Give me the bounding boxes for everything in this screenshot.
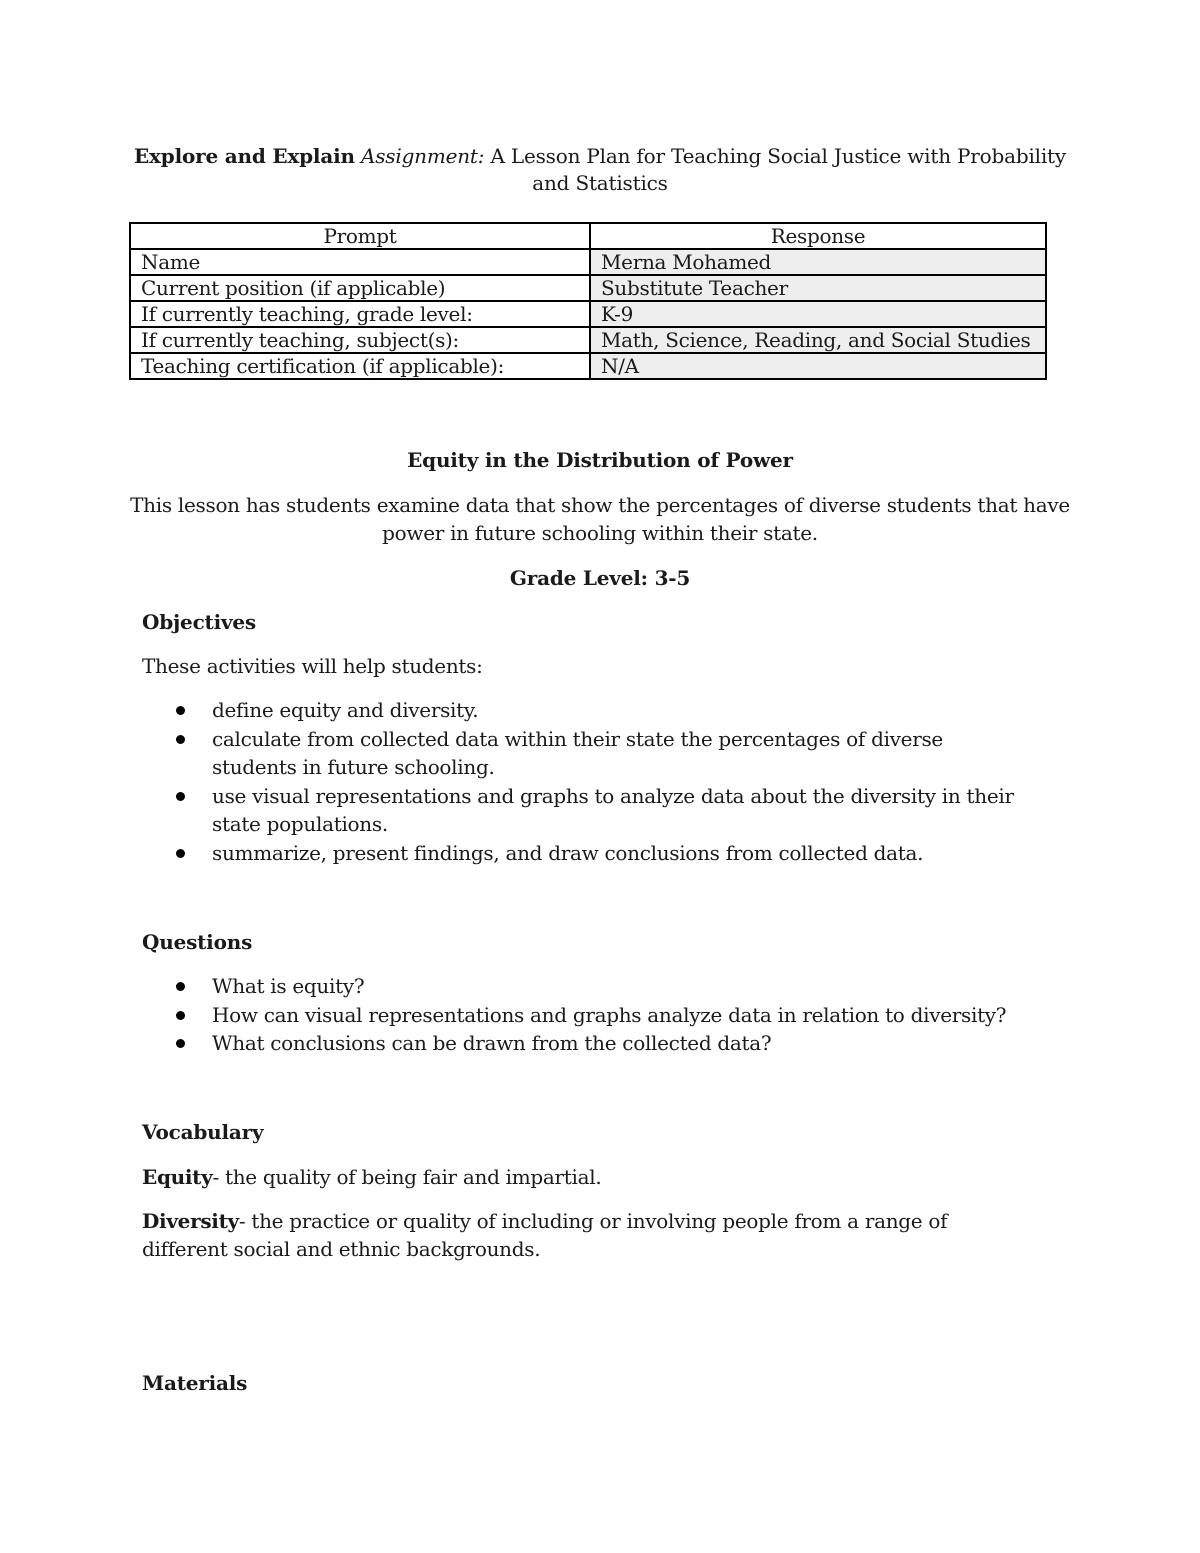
response-cell: Substitute Teacher (590, 275, 1046, 301)
prompt-cell: Name (130, 249, 590, 275)
vocab-entry-equity (142, 1163, 1022, 1191)
table-row (130, 249, 1046, 275)
bullet-icon (176, 1039, 185, 1048)
questions-list (142, 972, 1022, 1058)
list-item (142, 1001, 1022, 1030)
questions-heading: Questions (142, 930, 253, 954)
title-bold: Explore and Explain (134, 144, 355, 168)
column-header-response: Response (590, 223, 1046, 249)
prompt-cell: Teaching certification (if applicable): (130, 353, 590, 379)
list-item (142, 972, 1022, 1001)
response-cell: Merna Mohamed (590, 249, 1046, 275)
prompt-cell: If currently teaching, grade level: (130, 301, 590, 327)
vocab-entry-diversity (142, 1207, 1022, 1263)
lesson-title: Equity in the Distribution of Power (407, 448, 793, 472)
list-item-text: What is equity? (212, 974, 365, 998)
document-title (130, 143, 1070, 197)
table-row (130, 301, 1046, 327)
title-italic: Assignment: (361, 144, 485, 168)
list-item-text: summarize, present findings, and draw conclusions from collected data. (212, 840, 924, 865)
materials-heading: Materials (142, 1371, 248, 1395)
bullet-icon (176, 706, 185, 715)
bullet-icon (176, 735, 185, 744)
list-item (142, 839, 1022, 868)
prompt-cell: Current position (if applicable) (130, 275, 590, 301)
response-cell: K-9 (590, 301, 1046, 327)
objectives-intro: These activities will help students: (142, 654, 483, 678)
response-cell: Math, Science, Reading, and Social Studies (590, 327, 1046, 353)
list-item-text: use visual representations and graphs to analyze data about the diversity in their state populations. (212, 783, 1014, 836)
prompt-cell: If currently teaching, subject(s): (130, 327, 590, 353)
vocabulary-heading: Vocabulary (142, 1120, 264, 1144)
list-item (142, 696, 1022, 725)
objectives-heading: Objectives (142, 610, 256, 634)
vocab-definition: - the quality of being fair and impartial. (212, 1165, 602, 1189)
info-table (129, 222, 1047, 380)
vocab-definition: - the practice or quality of including or involving people from a range of different social and ethnic backgrounds. (142, 1209, 948, 1261)
lesson-summary: This lesson has students examine data that show the percentages of diverse students that have power in future schooling within their state. (130, 493, 1070, 545)
grade-level: Grade Level: 3-5 (509, 566, 691, 590)
list-item (142, 1029, 1022, 1058)
list-item-text: define equity and diversity. (212, 698, 479, 722)
table-row (130, 327, 1046, 353)
vocab-term: Equity (142, 1165, 213, 1189)
column-header-prompt: Prompt (130, 223, 590, 249)
list-item-text: What conclusions can be drawn from the collected data? (212, 1031, 772, 1055)
list-item (142, 782, 1022, 839)
table-row (130, 353, 1046, 379)
bullet-icon (176, 792, 185, 801)
list-item-text: How can visual representations and graphs analyze data in relation to diversity? (212, 1002, 1007, 1027)
bullet-icon (176, 982, 185, 991)
list-item (142, 725, 1022, 782)
table-row (130, 275, 1046, 301)
table-header-row (130, 223, 1046, 249)
bullet-icon (176, 849, 185, 858)
vocab-term: Diversity (142, 1209, 239, 1233)
bullet-icon (176, 1011, 185, 1020)
response-cell: N/A (590, 353, 1046, 379)
objectives-list (142, 696, 1022, 867)
title-rest: A Lesson Plan for Teaching Social Justice with Probability and Statistics (490, 144, 1066, 195)
list-item-text: calculate from collected data within their state the percentages of diverse students in future schooling. (212, 726, 943, 779)
